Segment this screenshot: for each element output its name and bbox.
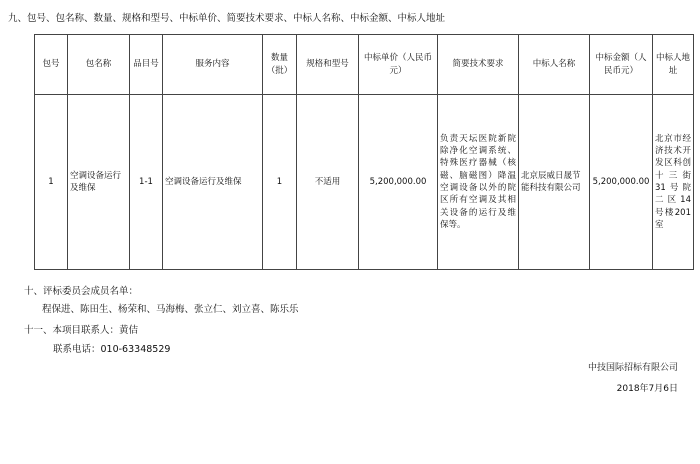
section-title: 九、包号、包名称、数量、规格和型号、中标单价、简要技术要求、中标人名称、中标金额、中标人地址 [8, 13, 446, 24]
header-qty: 数量（批） [263, 35, 297, 95]
company-name: 中技国际招标有限公司 [587, 363, 678, 373]
table-header-row [35, 35, 694, 95]
header-winner: 中标人名称 [519, 35, 590, 95]
cell-item-no: 1-1 [130, 95, 163, 270]
header-item-no: 品目号 [130, 35, 163, 95]
cell-unit-price: 5,200,000.00 [359, 95, 438, 270]
table-row [35, 95, 694, 270]
cell-pkg-name: 空调设备运行及维保 [68, 95, 130, 270]
header-address: 中标人地址 [653, 35, 694, 95]
contact-phone: 联系电话：010-63348529 [53, 344, 171, 355]
header-tech: 简要技术要求 [438, 35, 519, 95]
bid-result-table [34, 34, 694, 270]
cell-tech: 负责天坛医院新院除净化空调系统、特殊医疗器械（核磁、脑磁图）降温空调设备以外的院区所有空调及其相关设备的运行及维保等。 [438, 95, 519, 270]
cell-pkg-no: 1 [35, 95, 68, 270]
cell-winner: 北京辰威日晟节能科技有限公司 [519, 95, 590, 270]
cell-service: 空调设备运行及维保 [163, 95, 263, 270]
cell-spec: 不适用 [297, 95, 359, 270]
header-spec: 规格和型号 [297, 35, 359, 95]
cell-address: 北京市经济技术开发区科创十三街31号院二区14号楼201室 [653, 95, 694, 270]
header-pkg-name: 包名称 [68, 35, 130, 95]
contact-title: 十一、本项目联系人：黄佶 [24, 325, 139, 336]
document-date: 2018年7月6日 [616, 384, 678, 394]
committee-members: 程保进、陈田生、杨荣和、马海梅、张立仁、刘立喜、陈乐乐 [42, 304, 299, 315]
header-pkg-no: 包号 [35, 35, 68, 95]
cell-amount: 5,200,000.00 [590, 95, 653, 270]
header-service: 服务内容 [163, 35, 263, 95]
header-unit-price: 中标单价（人民币元） [359, 35, 438, 95]
header-amount: 中标金额（人民币元） [590, 35, 653, 95]
cell-qty: 1 [263, 95, 297, 270]
committee-title: 十、评标委员会成员名单： [24, 286, 139, 297]
